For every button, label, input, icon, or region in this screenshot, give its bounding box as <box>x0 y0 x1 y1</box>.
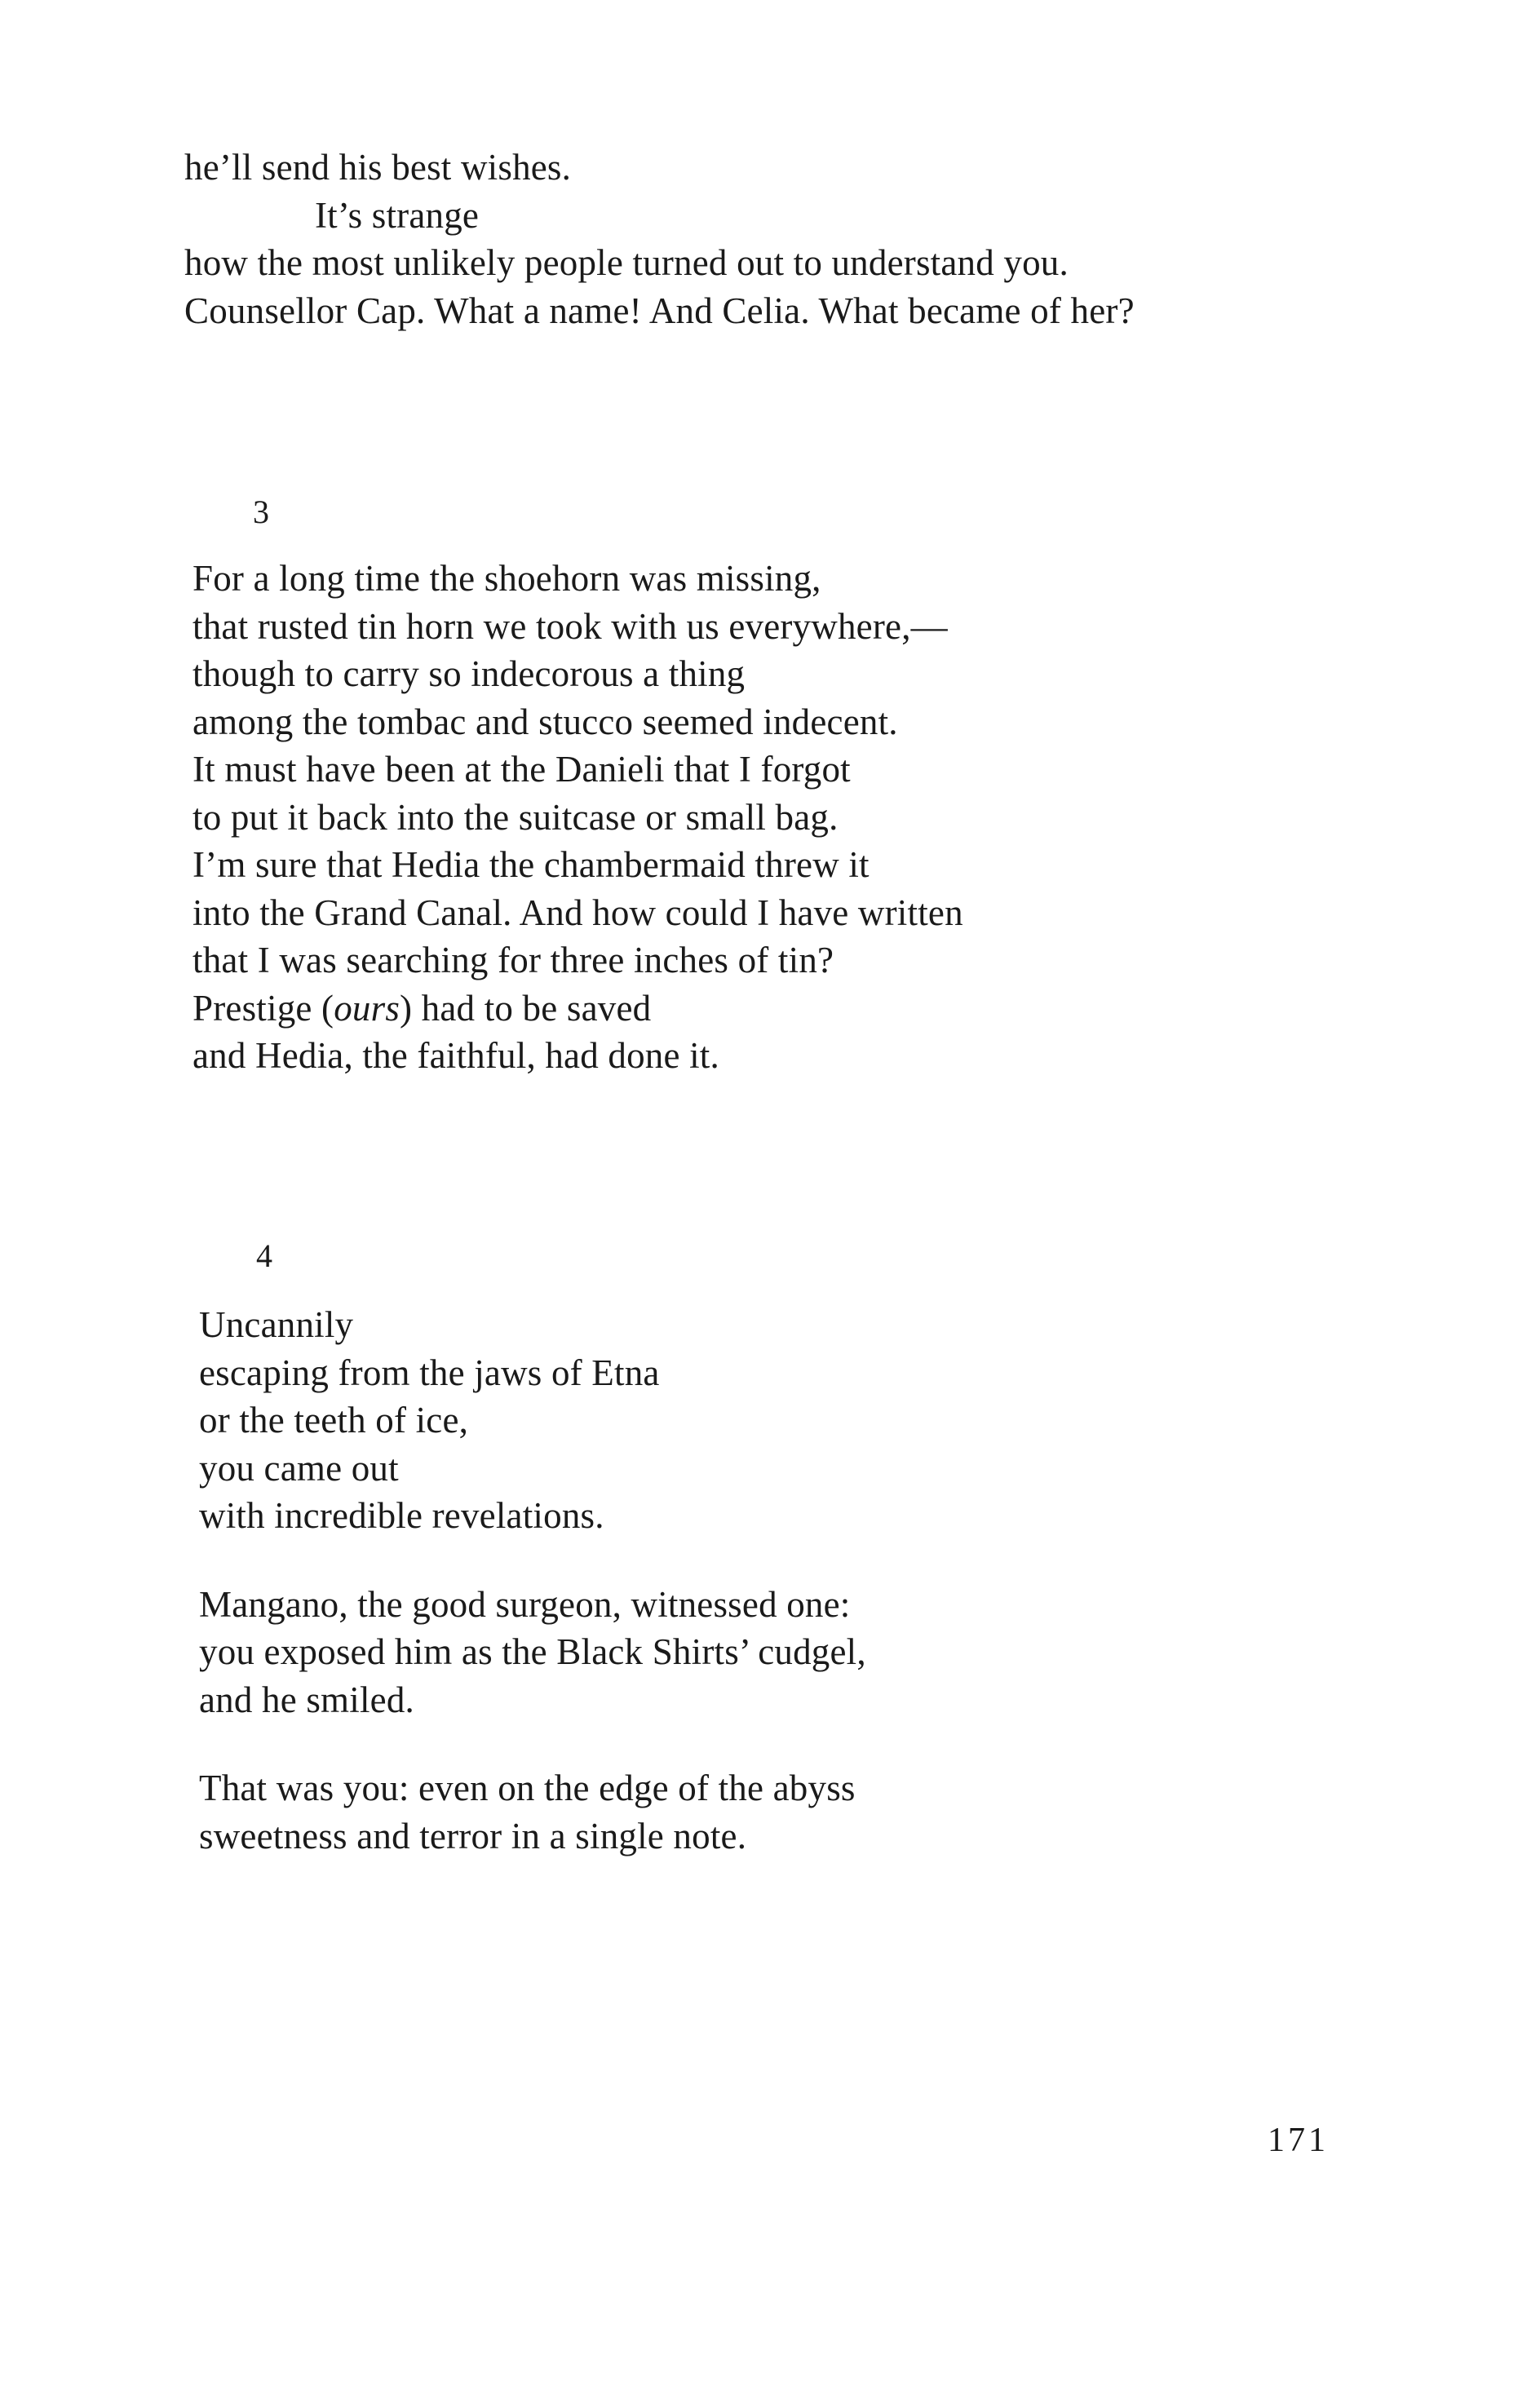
poem-line: It’s strange <box>315 194 480 236</box>
continuation-stanza <box>184 144 1135 334</box>
poem-line: though to carry so indecorous a thing <box>192 653 746 694</box>
poem-line <box>192 985 963 1033</box>
poem-line: into the Grand Canal. And how could I have written <box>192 892 963 933</box>
poem-line: or the teeth of ice, <box>199 1400 469 1440</box>
section-number-3: 3 <box>253 493 269 530</box>
poem-line: that rusted tin horn we took with us everywhere,— <box>192 605 948 647</box>
line-part: Prestige ( <box>192 987 334 1029</box>
poem-line: Counsellor Cap. What a name! And Celia. What became of her? <box>184 290 1135 331</box>
poem-line: among the tombac and stucco seemed indecent. <box>192 701 898 742</box>
poem-line: to put it back into the suitcase or small bag. <box>192 796 839 838</box>
poem-line: and he smiled. <box>199 1679 414 1720</box>
poem-line: he’ll send his best wishes. <box>184 147 572 188</box>
section-4-stanzas <box>199 1301 866 1860</box>
stanza <box>199 1764 866 1860</box>
poem-line: Mangano, the good surgeon, witnessed one: <box>199 1583 851 1625</box>
stanza <box>199 1581 866 1724</box>
poem-line: you came out <box>199 1447 399 1489</box>
poem-line: you exposed him as the Black Shirts’ cudgel, <box>199 1631 866 1672</box>
poem-line: For a long time the shoehorn was missing, <box>192 558 821 599</box>
section-3-stanza <box>192 555 963 1080</box>
poem-line: That was you: even on the edge of the abyss <box>199 1768 856 1808</box>
poem-line: with incredible revelations. <box>199 1495 604 1536</box>
stanza <box>199 1301 866 1540</box>
italic-word: ours <box>334 987 400 1029</box>
poem-line: It must have been at the Danieli that I forgot <box>192 749 851 790</box>
poem-line: how the most unlikely people turned out to understand you. <box>184 242 1069 283</box>
poem-line: and Hedia, the faithful, had done it. <box>192 1035 719 1076</box>
poem-line: I’m sure that Hedia the chambermaid threw it <box>192 844 870 885</box>
page-number: 171 <box>1268 2122 1329 2159</box>
section-number-4: 4 <box>256 1237 272 1274</box>
stanza-gap <box>199 1540 866 1581</box>
stanza-gap <box>199 1724 866 1764</box>
poem-line: sweetness and terror in a single note. <box>199 1815 747 1856</box>
poem-line: escaping from the jaws of Etna <box>199 1352 660 1393</box>
poem-line: Uncannily <box>199 1304 354 1345</box>
poem-line: that I was searching for three inches of tin? <box>192 940 834 980</box>
line-part: ) had to be saved <box>400 987 652 1029</box>
